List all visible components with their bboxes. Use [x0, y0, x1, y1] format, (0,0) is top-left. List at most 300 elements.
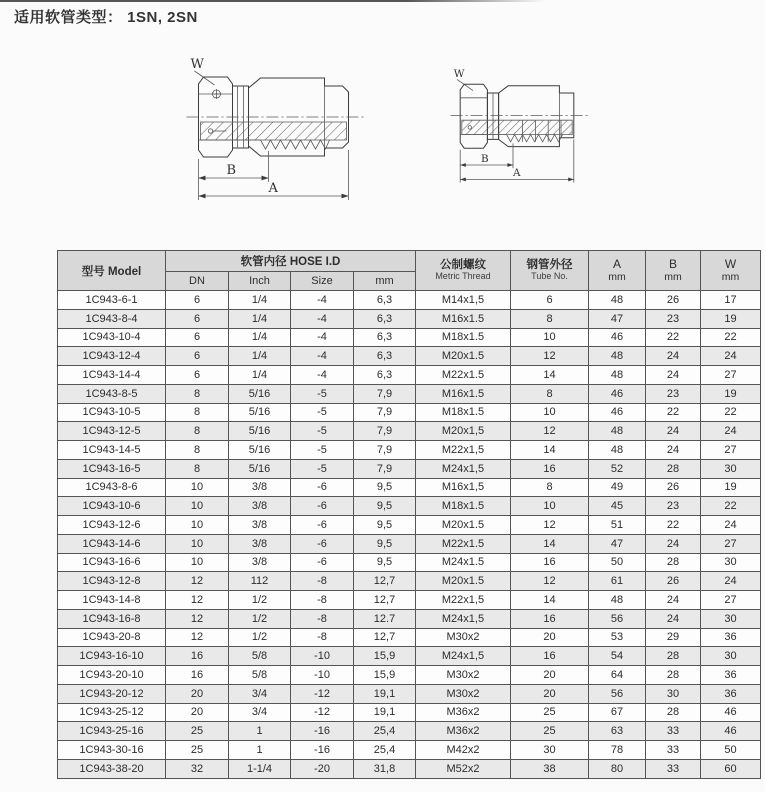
- cell-mm: 25,4: [354, 722, 416, 741]
- cell-tube-no: 12: [511, 516, 589, 535]
- cell-a-mm: 46: [589, 384, 646, 403]
- cell-mm: 12,7: [354, 628, 416, 647]
- cell-a-mm: 51: [589, 516, 646, 535]
- cell-dn: 16: [166, 647, 229, 666]
- cell-tube-no: 14: [511, 366, 589, 385]
- cell-model: 1C943-14-4: [58, 366, 166, 385]
- cell-inch: 1/4: [229, 328, 291, 347]
- cell-b-mm: 28: [646, 459, 701, 478]
- cell-inch: 5/16: [229, 384, 291, 403]
- svg-text:A: A: [268, 181, 278, 196]
- header-a-mm: A mm: [589, 251, 646, 291]
- cell-mm: 6,3: [354, 366, 416, 385]
- cell-inch: 5/8: [229, 647, 291, 666]
- cell-a-mm: 52: [589, 459, 646, 478]
- cell-w-mm: 22: [701, 403, 761, 422]
- cell-w-mm: 27: [701, 534, 761, 553]
- header-tube-no: 钢管外径 Tube No.: [511, 251, 589, 291]
- spec-table: [57, 250, 761, 779]
- cell-model: 1C943-16-5: [58, 459, 166, 478]
- cell-dn: 8: [166, 384, 229, 403]
- cell-inch: 5/8: [229, 666, 291, 685]
- cell-metric-thread: M24x1,5: [416, 609, 511, 628]
- table-row: [58, 741, 761, 760]
- cell-dn: 6: [166, 328, 229, 347]
- table-row: [58, 572, 761, 591]
- cell-mm: 9,5: [354, 497, 416, 516]
- cell-tube-no: 14: [511, 534, 589, 553]
- cell-a-mm: 48: [589, 422, 646, 441]
- cell-a-mm: 53: [589, 628, 646, 647]
- cell-size: -10: [291, 666, 354, 685]
- cell-size: -16: [291, 722, 354, 741]
- cell-model: 1C943-16-8: [58, 609, 166, 628]
- cell-b-mm: 24: [646, 441, 701, 460]
- cell-metric-thread: M24x1.5: [416, 553, 511, 572]
- table-row: [58, 328, 761, 347]
- cell-mm: 7,9: [354, 459, 416, 478]
- cell-model: 1C943-25-16: [58, 722, 166, 741]
- cell-model: 1C943-8-5: [58, 384, 166, 403]
- cell-a-mm: 46: [589, 403, 646, 422]
- cell-w-mm: 46: [701, 722, 761, 741]
- cell-a-mm: 54: [589, 647, 646, 666]
- cell-b-mm: 26: [646, 572, 701, 591]
- table-row: [58, 478, 761, 497]
- cell-inch: 3/8: [229, 534, 291, 553]
- cell-size: -6: [291, 478, 354, 497]
- cell-dn: 12: [166, 628, 229, 647]
- cell-inch: 3/8: [229, 478, 291, 497]
- cell-dn: 16: [166, 666, 229, 685]
- cell-dn: 20: [166, 703, 229, 722]
- table-row: [58, 684, 761, 703]
- cell-model: 1C943-12-5: [58, 422, 166, 441]
- dimension-b: [199, 151, 269, 182]
- cell-a-mm: 56: [589, 684, 646, 703]
- cell-metric-thread: M22x1.5: [416, 534, 511, 553]
- cell-tube-no: 20: [511, 666, 589, 685]
- table-row: [58, 309, 761, 328]
- cell-mm: 15,9: [354, 647, 416, 666]
- cell-metric-thread: M22x1,5: [416, 591, 511, 610]
- cell-a-mm: 50: [589, 553, 646, 572]
- cell-inch: 5/16: [229, 403, 291, 422]
- cell-model: 1C943-10-6: [58, 497, 166, 516]
- cell-tube-no: 12: [511, 347, 589, 366]
- cell-size: -5: [291, 422, 354, 441]
- fitting-drawing-right: [433, 56, 605, 194]
- cell-metric-thread: M52x2: [416, 759, 511, 778]
- cell-dn: 8: [166, 403, 229, 422]
- cell-a-mm: 48: [589, 441, 646, 460]
- cell-tube-no: 16: [511, 459, 589, 478]
- cell-dn: 6: [166, 309, 229, 328]
- cell-tube-no: 12: [511, 422, 589, 441]
- table-row: [58, 347, 761, 366]
- header-model: 型号 Model: [58, 251, 166, 291]
- cell-inch: 3/8: [229, 516, 291, 535]
- cell-size: -12: [291, 684, 354, 703]
- cell-w-mm: 50: [701, 741, 761, 760]
- cell-metric-thread: M18x1.5: [416, 497, 511, 516]
- cell-dn: 25: [166, 722, 229, 741]
- cell-dn: 6: [166, 366, 229, 385]
- cell-a-mm: 56: [589, 609, 646, 628]
- cell-w-mm: 17: [701, 291, 761, 310]
- fitting-body: [499, 86, 574, 147]
- cell-mm: 19,1: [354, 703, 416, 722]
- table-row: [58, 422, 761, 441]
- cell-model: 1C943-20-12: [58, 684, 166, 703]
- cell-tube-no: 8: [511, 384, 589, 403]
- cell-mm: 7,9: [354, 422, 416, 441]
- cell-a-mm: 78: [589, 741, 646, 760]
- svg-text:W: W: [453, 68, 465, 80]
- svg-text:W: W: [190, 57, 204, 72]
- cell-metric-thread: M14x1,5: [416, 291, 511, 310]
- page-title: 适用软管类型： 1SN, 2SN: [14, 9, 198, 26]
- cell-dn: 10: [166, 516, 229, 535]
- cell-w-mm: 60: [701, 759, 761, 778]
- section-hatch: [462, 120, 572, 142]
- cell-w-mm: 24: [701, 347, 761, 366]
- cell-tube-no: 16: [511, 647, 589, 666]
- cell-size: -16: [291, 741, 354, 760]
- cell-inch: 5/16: [229, 441, 291, 460]
- table-row: [58, 647, 761, 666]
- cell-inch: 1/4: [229, 347, 291, 366]
- cell-b-mm: 24: [646, 609, 701, 628]
- cell-dn: 8: [166, 459, 229, 478]
- svg-text:A: A: [513, 167, 521, 180]
- cell-mm: 12.7: [354, 609, 416, 628]
- header-w-mm: W mm: [701, 251, 761, 291]
- cell-inch: 3/8: [229, 553, 291, 572]
- cell-a-mm: 67: [589, 703, 646, 722]
- cell-size: -8: [291, 591, 354, 610]
- table-row: [58, 553, 761, 572]
- cell-metric-thread: M36x2: [416, 703, 511, 722]
- cell-inch: 5/16: [229, 422, 291, 441]
- cell-b-mm: 24: [646, 366, 701, 385]
- cell-mm: 15,9: [354, 666, 416, 685]
- header-hose-id-group: 软管内径 HOSE I.D: [166, 251, 416, 272]
- cell-size: -4: [291, 291, 354, 310]
- cell-mm: 25,4: [354, 741, 416, 760]
- cell-a-mm: 49: [589, 478, 646, 497]
- cell-inch: 1/4: [229, 366, 291, 385]
- svg-text:B: B: [481, 152, 489, 165]
- cell-dn: 10: [166, 553, 229, 572]
- cell-w-mm: 24: [701, 422, 761, 441]
- cell-model: 1C943-20-10: [58, 666, 166, 685]
- table-row: [58, 441, 761, 460]
- cell-size: -6: [291, 516, 354, 535]
- cell-b-mm: 28: [646, 666, 701, 685]
- cell-metric-thread: M30x2: [416, 628, 511, 647]
- cell-size: -8: [291, 609, 354, 628]
- cell-size: -5: [291, 403, 354, 422]
- cell-a-mm: 80: [589, 759, 646, 778]
- cell-tube-no: 6: [511, 291, 589, 310]
- cell-w-mm: 30: [701, 459, 761, 478]
- cell-size: -20: [291, 759, 354, 778]
- cell-metric-thread: M20x1.5: [416, 516, 511, 535]
- cell-w-mm: 46: [701, 703, 761, 722]
- cell-model: 1C943-10-4: [58, 328, 166, 347]
- cell-size: -10: [291, 647, 354, 666]
- cell-dn: 12: [166, 609, 229, 628]
- cell-w-mm: 36: [701, 628, 761, 647]
- cell-w-mm: 30: [701, 647, 761, 666]
- cell-w-mm: 19: [701, 309, 761, 328]
- cell-a-mm: 63: [589, 722, 646, 741]
- header-inch: Inch: [229, 272, 291, 291]
- cell-tube-no: 12: [511, 572, 589, 591]
- header-mm: mm: [354, 272, 416, 291]
- cell-inch: 1/2: [229, 628, 291, 647]
- cell-w-mm: 19: [701, 384, 761, 403]
- cell-model: 1C943-30-16: [58, 741, 166, 760]
- cell-b-mm: 30: [646, 684, 701, 703]
- cell-inch: 3/4: [229, 703, 291, 722]
- cell-tube-no: 10: [511, 403, 589, 422]
- header-metric-thread: 公制螺纹 Metric Thread: [416, 251, 511, 291]
- cell-tube-no: 16: [511, 609, 589, 628]
- cell-tube-no: 30: [511, 741, 589, 760]
- cell-a-mm: 48: [589, 347, 646, 366]
- cell-metric-thread: M20x1,5: [416, 422, 511, 441]
- cell-metric-thread: M24x1,5: [416, 459, 511, 478]
- cell-w-mm: 22: [701, 328, 761, 347]
- cell-dn: 6: [166, 291, 229, 310]
- cell-size: -6: [291, 497, 354, 516]
- cell-inch: 112: [229, 572, 291, 591]
- cell-model: 1C943-20-8: [58, 628, 166, 647]
- cell-tube-no: 25: [511, 722, 589, 741]
- cell-tube-no: 16: [511, 553, 589, 572]
- cell-model: 1C943-10-5: [58, 403, 166, 422]
- cell-size: -5: [291, 441, 354, 460]
- table-row: [58, 459, 761, 478]
- cell-metric-thread: M22x1.5: [416, 366, 511, 385]
- cell-b-mm: 23: [646, 497, 701, 516]
- cell-b-mm: 24: [646, 591, 701, 610]
- cell-dn: 12: [166, 591, 229, 610]
- cell-mm: 6,3: [354, 347, 416, 366]
- cell-b-mm: 22: [646, 328, 701, 347]
- cell-size: -6: [291, 534, 354, 553]
- cell-model: 1C943-16-6: [58, 553, 166, 572]
- cell-tube-no: 20: [511, 684, 589, 703]
- cell-metric-thread: M24x1,5: [416, 647, 511, 666]
- table-row: [58, 291, 761, 310]
- cell-w-mm: 27: [701, 591, 761, 610]
- cell-model: 1C943-38-20: [58, 759, 166, 778]
- cell-b-mm: 33: [646, 759, 701, 778]
- table-body: [58, 291, 761, 779]
- table-row: [58, 666, 761, 685]
- table-row: [58, 534, 761, 553]
- cell-metric-thread: M30x2: [416, 684, 511, 703]
- table-row: [58, 628, 761, 647]
- cell-w-mm: 27: [701, 441, 761, 460]
- cell-dn: 20: [166, 684, 229, 703]
- cell-metric-thread: M16x1.5: [416, 309, 511, 328]
- cell-size: -6: [291, 553, 354, 572]
- header-b-mm: B mm: [646, 251, 701, 291]
- cell-inch: 3/4: [229, 684, 291, 703]
- cell-tube-no: 8: [511, 478, 589, 497]
- cell-a-mm: 45: [589, 497, 646, 516]
- w-callout: [454, 68, 473, 91]
- cell-inch: 1: [229, 741, 291, 760]
- cell-mm: 19,1: [354, 684, 416, 703]
- cell-mm: 31,8: [354, 759, 416, 778]
- cell-a-mm: 47: [589, 534, 646, 553]
- cell-mm: 6,3: [354, 291, 416, 310]
- cell-b-mm: 24: [646, 347, 701, 366]
- cell-tube-no: 25: [511, 703, 589, 722]
- cell-model: 1C943-14-5: [58, 441, 166, 460]
- cell-b-mm: 24: [646, 534, 701, 553]
- cell-w-mm: 30: [701, 553, 761, 572]
- cell-size: -4: [291, 366, 354, 385]
- w-callout: [191, 57, 215, 85]
- table-row: [58, 759, 761, 778]
- cell-metric-thread: M30x2: [416, 666, 511, 685]
- cell-w-mm: 30: [701, 609, 761, 628]
- cell-mm: 6,3: [354, 328, 416, 347]
- cell-model: 1C943-14-8: [58, 591, 166, 610]
- table-row: [58, 366, 761, 385]
- cell-dn: 6: [166, 347, 229, 366]
- cell-inch: 1/4: [229, 309, 291, 328]
- header-dn: DN: [166, 272, 229, 291]
- cell-a-mm: 48: [589, 291, 646, 310]
- cell-size: -8: [291, 572, 354, 591]
- cell-mm: 9,5: [354, 516, 416, 535]
- table-row: [58, 703, 761, 722]
- cell-w-mm: 19: [701, 478, 761, 497]
- cell-inch: 1: [229, 722, 291, 741]
- cell-model: 1C943-16-10: [58, 647, 166, 666]
- cell-dn: 32: [166, 759, 229, 778]
- cell-metric-thread: M16x1,5: [416, 478, 511, 497]
- cell-b-mm: 28: [646, 703, 701, 722]
- cell-b-mm: 28: [646, 553, 701, 572]
- dimension-a: [460, 139, 574, 182]
- cell-inch: 1-1/4: [229, 759, 291, 778]
- cell-b-mm: 26: [646, 291, 701, 310]
- cell-inch: 1/2: [229, 591, 291, 610]
- cell-b-mm: 23: [646, 384, 701, 403]
- svg-text:B: B: [226, 163, 237, 178]
- cell-model: 1C943-12-6: [58, 516, 166, 535]
- cell-model: 1C943-8-6: [58, 478, 166, 497]
- table-row: [58, 384, 761, 403]
- cell-a-mm: 48: [589, 366, 646, 385]
- cell-metric-thread: M42x2: [416, 741, 511, 760]
- cell-tube-no: 10: [511, 328, 589, 347]
- cell-w-mm: 36: [701, 684, 761, 703]
- cell-tube-no: 20: [511, 628, 589, 647]
- cell-metric-thread: M22x1,5: [416, 441, 511, 460]
- cell-b-mm: 23: [646, 309, 701, 328]
- cell-mm: 9,5: [354, 534, 416, 553]
- cell-inch: 1/2: [229, 609, 291, 628]
- cell-inch: 1/4: [229, 291, 291, 310]
- cell-dn: 10: [166, 497, 229, 516]
- cell-model: 1C943-6-1: [58, 291, 166, 310]
- cell-dn: 12: [166, 572, 229, 591]
- cell-size: -5: [291, 459, 354, 478]
- cell-tube-no: 10: [511, 497, 589, 516]
- cell-tube-no: 14: [511, 591, 589, 610]
- table-header: [58, 251, 761, 291]
- cell-tube-no: 38: [511, 759, 589, 778]
- cell-metric-thread: M20x1.5: [416, 572, 511, 591]
- table-row: [58, 591, 761, 610]
- cell-model: 1C943-14-6: [58, 534, 166, 553]
- table-row: [58, 722, 761, 741]
- cell-mm: 12,7: [354, 572, 416, 591]
- cell-w-mm: 22: [701, 497, 761, 516]
- cell-size: -8: [291, 628, 354, 647]
- cell-mm: 9,5: [354, 478, 416, 497]
- cell-tube-no: 8: [511, 309, 589, 328]
- dimension-b: [460, 143, 513, 168]
- table-row: [58, 403, 761, 422]
- cell-mm: 7,9: [354, 441, 416, 460]
- cell-dn: 25: [166, 741, 229, 760]
- cell-metric-thread: M18x1.5: [416, 403, 511, 422]
- cell-a-mm: 47: [589, 309, 646, 328]
- cell-model: 1C943-25-12: [58, 703, 166, 722]
- cell-w-mm: 27: [701, 366, 761, 385]
- cell-w-mm: 36: [701, 666, 761, 685]
- cell-model: 1C943-12-4: [58, 347, 166, 366]
- cell-a-mm: 46: [589, 328, 646, 347]
- cell-a-mm: 48: [589, 591, 646, 610]
- cell-b-mm: 28: [646, 647, 701, 666]
- cell-tube-no: 14: [511, 441, 589, 460]
- cell-metric-thread: M18x1.5: [416, 328, 511, 347]
- cell-b-mm: 22: [646, 516, 701, 535]
- table-row: [58, 516, 761, 535]
- cell-b-mm: 24: [646, 422, 701, 441]
- cell-model: 1C943-12-8: [58, 572, 166, 591]
- cell-b-mm: 29: [646, 628, 701, 647]
- cell-b-mm: 22: [646, 403, 701, 422]
- cell-mm: 7,9: [354, 403, 416, 422]
- cell-mm: 12,7: [354, 591, 416, 610]
- cell-b-mm: 33: [646, 722, 701, 741]
- cell-size: -12: [291, 703, 354, 722]
- cell-metric-thread: M36x2: [416, 722, 511, 741]
- hex-nut: [460, 84, 487, 148]
- cell-metric-thread: M20x1.5: [416, 347, 511, 366]
- scan-edge-artifact: [0, 0, 545, 2]
- cell-dn: 8: [166, 422, 229, 441]
- cell-mm: 6,3: [354, 309, 416, 328]
- cell-size: -4: [291, 309, 354, 328]
- cell-a-mm: 64: [589, 666, 646, 685]
- cell-dn: 10: [166, 534, 229, 553]
- cell-w-mm: 24: [701, 572, 761, 591]
- cell-size: -4: [291, 347, 354, 366]
